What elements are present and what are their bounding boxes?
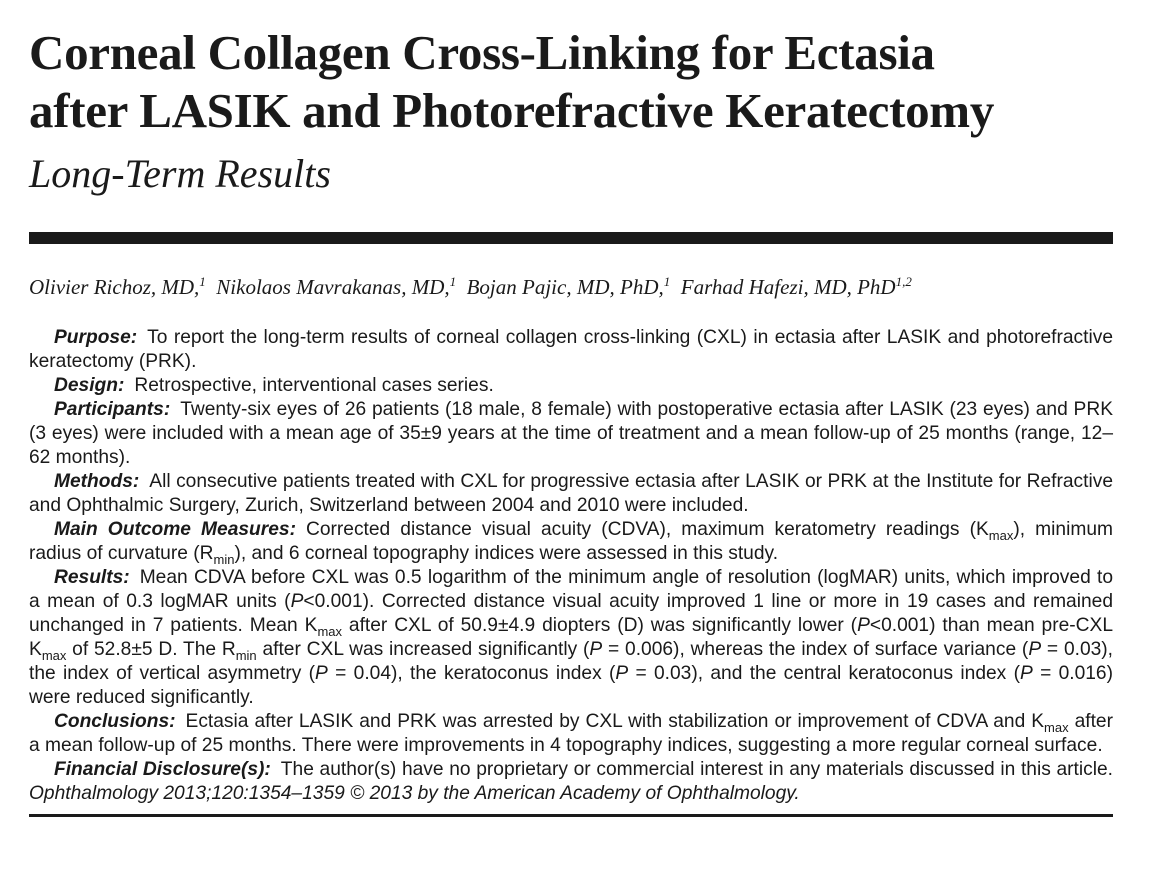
title-line-2: after LASIK and Photorefractive Keratectomy xyxy=(29,83,995,138)
header-divider xyxy=(29,232,1113,244)
p-value-symbol: P xyxy=(615,663,629,684)
section-text: <0.001) than mean pre-CXL K xyxy=(29,615,1113,660)
abstract-financial-disclosure xyxy=(29,758,1113,806)
section-text: of 52.8±5 D. The R xyxy=(66,639,236,660)
article-title xyxy=(29,24,1113,140)
section-label: Results: xyxy=(54,567,130,588)
author-affiliation: 1 xyxy=(199,274,206,289)
section-label: Methods: xyxy=(54,471,140,492)
abstract-main-outcome-measures xyxy=(29,518,1113,566)
author-affiliation: 1 xyxy=(663,274,671,289)
abstract-results xyxy=(29,566,1113,710)
section-text: Corrected distance visual acuity (CDVA), maximum keratometry readings (K xyxy=(305,519,989,540)
p-value-symbol: P xyxy=(290,591,304,612)
section-text: The author(s) have no proprietary or commercial interest in any materials discussed in this article. xyxy=(280,759,1113,780)
section-text: Ectasia after LASIK and PRK was arrested by CXL with stabilization or improvement of CDVA and K xyxy=(185,711,1045,732)
section-text: = 0.03), and the central keratoconus index ( xyxy=(628,663,1020,684)
abstract-purpose xyxy=(29,326,1113,374)
section-label: Purpose: xyxy=(54,327,138,348)
section-label: Participants: xyxy=(54,399,171,420)
subscript: max xyxy=(988,527,1014,543)
abstract-participants xyxy=(29,398,1113,470)
subscript: max xyxy=(1044,719,1069,735)
section-label: Main Outcome Measures: xyxy=(54,519,296,540)
author-name: Farhad Hafezi, MD, PhD xyxy=(680,275,896,299)
section-text: ), and 6 corneal topography indices were assessed in this study. xyxy=(234,543,779,564)
section-text: <0.001). Corrected distance visual acuity improved 1 line or more in 19 cases and remained unchanged in 7 patients. Mean K xyxy=(29,591,1113,636)
subscript: max xyxy=(41,647,67,663)
section-label: Conclusions: xyxy=(54,711,176,732)
section-text: = 0.03), the index of vertical asymmetry ( xyxy=(29,639,1114,684)
section-label: Design: xyxy=(54,375,125,396)
section-text: All consecutive patients treated with CXL for progressive ectasia after LASIK or PRK at the Institute for Refractive and Ophthalmic Surgery, Zurich, Switzerland between 2004 and 2010 were included. xyxy=(29,471,1113,516)
section-text: = 0.016) were reduced significantly. xyxy=(29,663,1113,708)
abstract-conclusions xyxy=(29,710,1113,758)
section-text: after CXL was increased significantly ( xyxy=(256,639,590,660)
section-text: after CXL of 50.9±4.9 diopters (D) was significantly lower ( xyxy=(342,615,858,636)
section-text: Twenty-six eyes of 26 patients (18 male, 8 female) with postoperative ectasia after LASIK (23 eyes) and PRK (3 eyes) were included with a mean age of 35±9 years at the time of treatment and a mean follow-up of 25 months (range, 12–62 months). xyxy=(29,399,1113,468)
p-value-symbol: P xyxy=(1028,639,1042,660)
p-value-symbol: P xyxy=(589,639,603,660)
author-affiliation: 1,2 xyxy=(895,274,912,289)
section-text: after a mean follow-up of 25 months. There were improvements in 4 topography indices, suggesting a more regular corneal surface. xyxy=(29,711,1113,756)
subscript: min xyxy=(213,551,235,567)
section-text: = 0.04), the keratoconus index ( xyxy=(327,663,616,684)
p-value-symbol: P xyxy=(315,663,328,684)
section-text: ), minimum radius of curvature (R xyxy=(29,519,1113,564)
author-name: Bojan Pajic, MD, PhD, xyxy=(466,275,664,299)
footer-divider xyxy=(29,814,1113,817)
section-text: Retrospective, interventional cases series. xyxy=(134,375,494,396)
section-text: = 0.006), whereas the index of surface variance ( xyxy=(602,639,1029,660)
author-affiliation: 1 xyxy=(449,274,457,289)
abstract-methods xyxy=(29,470,1113,518)
abstract-design xyxy=(29,374,1113,398)
p-value-symbol: P xyxy=(857,615,870,636)
section-text: To report the long-term results of corneal collagen cross-linking (CXL) in ectasia after LASIK and photorefractive keratectomy (PRK). xyxy=(29,327,1113,372)
section-label: Financial Disclosure(s): xyxy=(54,759,271,780)
abstract xyxy=(29,326,1113,806)
journal-citation: Ophthalmology 2013;120:1354–1359 © 2013 by the American Academy of Ophthalmology. xyxy=(29,783,800,804)
author-name: Olivier Richoz, MD, xyxy=(29,275,200,299)
author-list xyxy=(29,274,1113,300)
subscript: min xyxy=(235,647,257,663)
title-line-1: Corneal Collagen Cross-Linking for Ectasia xyxy=(29,25,935,80)
author-name: Nikolaos Mavrakanas, MD, xyxy=(216,275,450,299)
article-subtitle: Long-Term Results xyxy=(29,151,331,196)
p-value-symbol: P xyxy=(1019,663,1033,684)
subscript: max xyxy=(317,623,342,639)
article-header xyxy=(29,24,1113,817)
section-text: Mean CDVA before CXL was 0.5 logarithm of the minimum angle of resolution (logMAR) units, which improved to a mean of 0.3 logMAR units ( xyxy=(29,567,1113,612)
